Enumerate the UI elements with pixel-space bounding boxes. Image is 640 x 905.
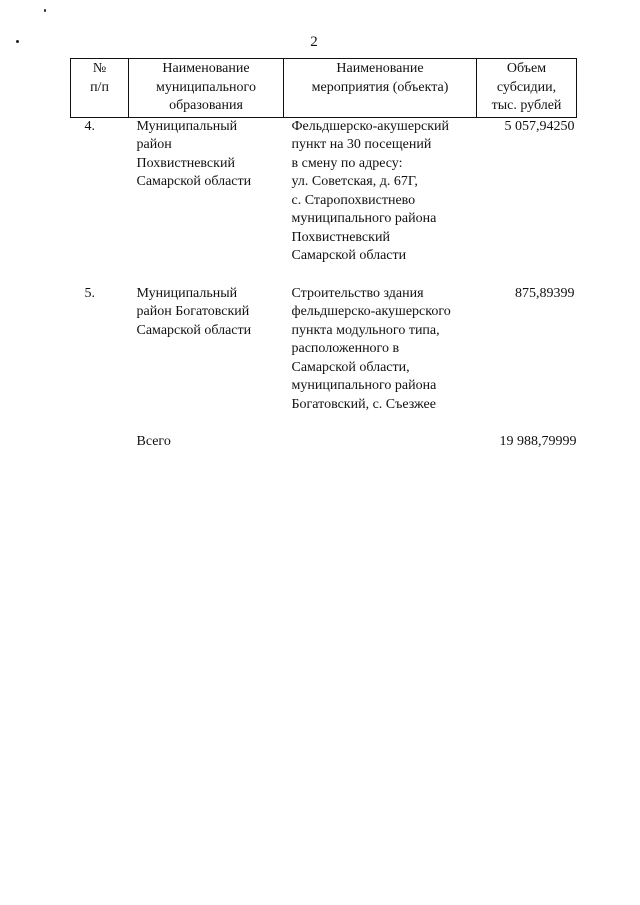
row-amount: 5 057,94250 bbox=[504, 118, 575, 134]
header-event: Наименование мероприятия (объекта) bbox=[284, 59, 477, 118]
header-number: № п/п bbox=[71, 59, 129, 118]
row-municipality: Муниципальный район Похвистневский Самарской области bbox=[136, 118, 252, 189]
row-number: 5. bbox=[84, 285, 95, 301]
table-row bbox=[71, 285, 577, 434]
total-row bbox=[71, 433, 577, 452]
table-row bbox=[71, 117, 577, 285]
total-empty-cell bbox=[284, 433, 477, 452]
header-amount: Объем субсидии, тыс. рублей bbox=[477, 59, 577, 118]
row-number: 4. bbox=[84, 118, 95, 134]
header-municipality: Наименование муниципального образования bbox=[129, 59, 284, 118]
page-number: 2 bbox=[310, 34, 318, 50]
total-amount: 19 988,79999 bbox=[499, 434, 577, 449]
row-municipality: Муниципальный район Богатовский Самарской области bbox=[136, 285, 252, 338]
subsidy-table bbox=[70, 58, 577, 452]
table-header bbox=[71, 59, 577, 118]
row-amount: 875,89399 bbox=[515, 285, 575, 301]
row-event: Фельдшерско-акушерский пункт на 30 посещений в смену по адресу: ул. Советская, д. 67Г, с. Старопохвистнево муниципального района Похвистневский Самарской области bbox=[291, 118, 450, 263]
total-empty-cell bbox=[71, 433, 129, 452]
total-label: Всего bbox=[136, 434, 171, 449]
scan-speck bbox=[44, 9, 46, 12]
row-event: Строительство здания фельдшерско-акушерского пункта модульного типа, расположенного в Самарской области, муниципального района Богатовский, с. Съезжее bbox=[291, 285, 451, 412]
